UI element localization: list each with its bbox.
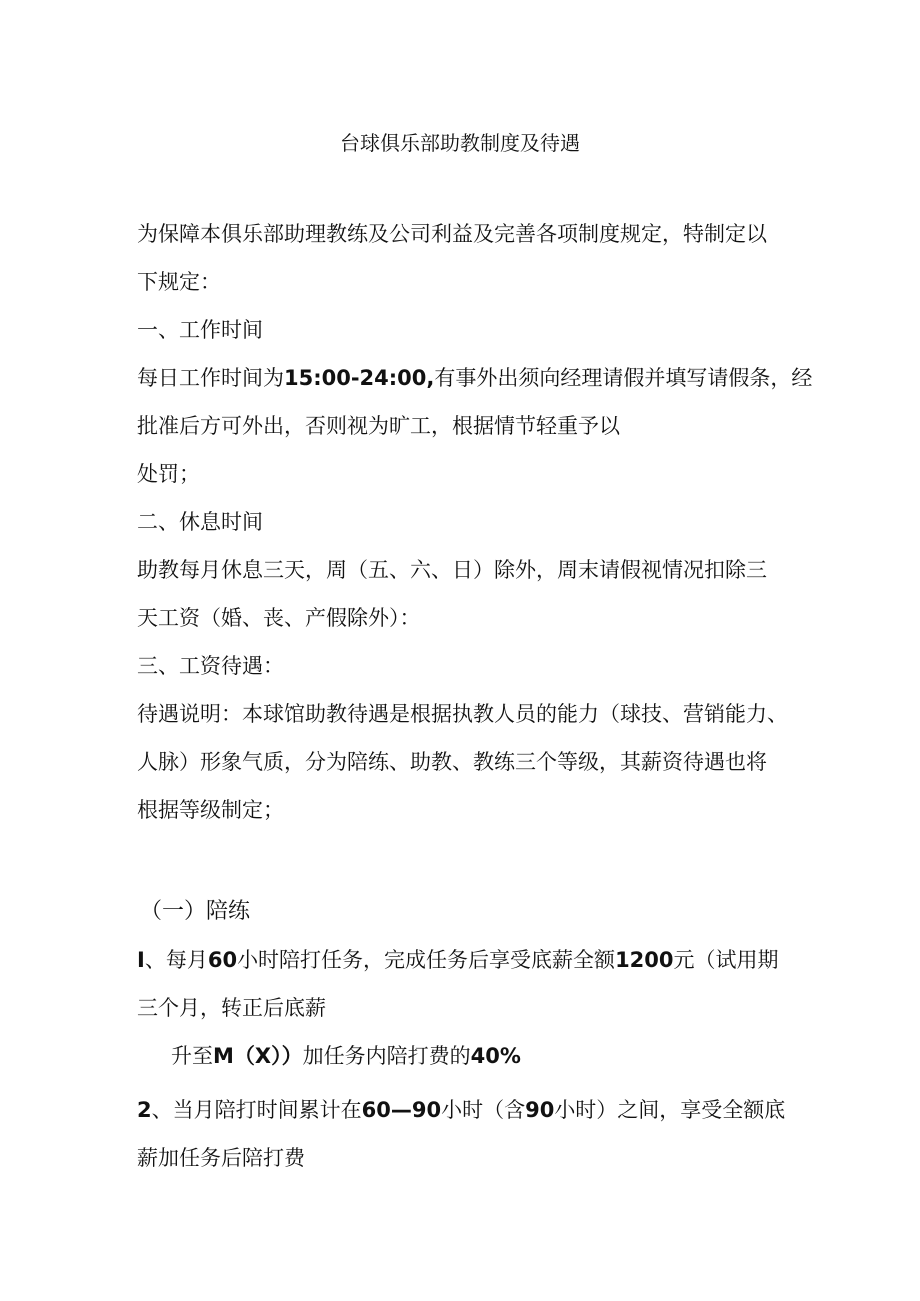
item-2-line-1 — [137, 1095, 785, 1125]
salary-line-2: 人脉）形象气质，分为陪练、助教、教练三个等级，其薪资待遇也将 — [137, 750, 767, 774]
item-1-line-3 — [171, 1041, 521, 1071]
section-heading-rest-time: 二、休息时间 — [137, 510, 263, 534]
salary-line-3: 根据等级制定； — [137, 798, 284, 822]
item-number: 2 — [137, 1098, 152, 1122]
text: 有事外出须向经理请假并填写请假条，经 — [434, 366, 813, 390]
section-heading-work-time: 一、工作时间 — [137, 318, 263, 342]
work-time-line-1 — [137, 363, 812, 393]
text: 小时（含 — [441, 1098, 526, 1122]
subsection-heading-sparring: （一）陪练 — [140, 899, 251, 924]
text: 升至 — [171, 1044, 213, 1068]
percent-value: 40% — [470, 1044, 521, 1068]
hours-range: 60—90 — [361, 1098, 442, 1122]
rest-time-line-1: 助教每月休息三天，周（五、六、日）除外，周末请假视情况扣除三 — [137, 558, 767, 582]
intro-line-2: 下规定： — [137, 270, 221, 294]
text: 元（试用期 — [673, 948, 779, 972]
work-hours: 15:00-24:00, — [284, 366, 435, 390]
document-title: 台球俱乐部助教制度及待遇 — [340, 131, 580, 155]
item-2-line-2: 薪加任务后陪打费 — [137, 1146, 305, 1170]
hours-value: 90 — [525, 1098, 555, 1122]
salary-line-1: 待遇说明：本球馆助教待遇是根据执教人员的能力（球技、营销能力、 — [137, 702, 788, 726]
text: 每日工作时间为 — [137, 366, 284, 390]
work-time-line-2: 批准后方可外出，否则视为旷工，根据情节轻重予以 — [137, 414, 620, 438]
salary-value: 1200 — [615, 948, 674, 972]
text: 加任务内陪打费的 — [302, 1044, 471, 1068]
text: 小时陪打任务，完成任务后享受底薪全额 — [237, 948, 616, 972]
work-time-line-3: 处罚； — [137, 462, 200, 486]
text: 、当月陪打时间累计在 — [151, 1098, 362, 1122]
salary-placeholder: M（X）） — [213, 1044, 303, 1068]
intro-line-1: 为保障本俱乐部助理教练及公司利益及完善各项制度规定，特制定以 — [137, 222, 767, 246]
hours-value: 60 — [207, 948, 238, 972]
item-1-line-1 — [137, 945, 779, 975]
section-heading-salary: 三、工资待遇： — [137, 654, 284, 678]
item-1-line-2: 三个月，转正后底薪 — [137, 996, 326, 1020]
text: 、每月 — [144, 948, 208, 972]
rest-time-line-2: 天工资（婚、丧、产假除外）： — [137, 606, 421, 630]
item-number: I — [137, 948, 145, 972]
text: 小时）之间，享受全额底 — [554, 1098, 786, 1122]
